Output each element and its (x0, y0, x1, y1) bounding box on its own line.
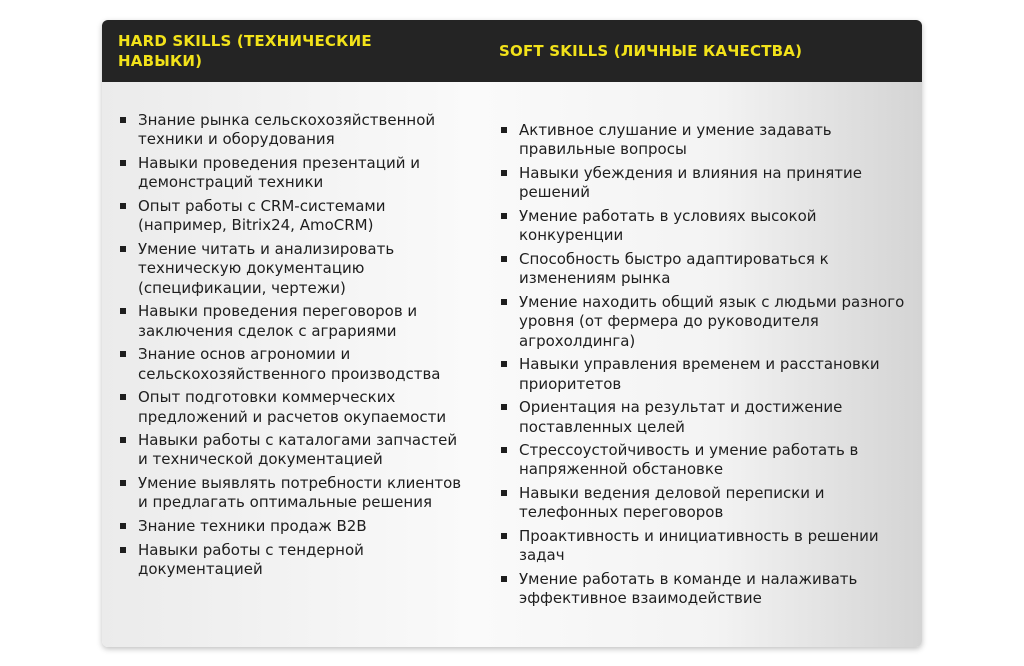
bullet-icon (120, 523, 126, 529)
hard-skill-text: Навыки проведения переговоров и заключения сделок с аграриями (138, 302, 418, 340)
bullet-icon (501, 576, 507, 582)
hard-skill-text: Знание основ агрономии и сельскохозяйственного производства (138, 345, 441, 383)
bullet-icon (501, 361, 507, 367)
hard-skill-text: Знание техники продаж B2B (138, 517, 367, 536)
soft-skill-text: Умение находить общий язык с людьми разного уровня (от фермера до руководителя агрохолдинга) (519, 292, 905, 350)
bullet-icon (120, 160, 126, 166)
list-item (118, 517, 468, 536)
soft-skill-text: Навыки управления временем и расстановки приоритетов (519, 355, 880, 393)
bullet-icon (501, 256, 507, 262)
list-item (499, 355, 909, 394)
soft-skill-text: Навыки убеждения и влияния на принятие решений (519, 163, 863, 202)
soft-skill-text: Проактивность и инициативность в решении задач (519, 527, 879, 565)
list-item (499, 293, 909, 351)
bullet-icon (501, 299, 507, 305)
bullet-icon (120, 547, 126, 553)
bullet-icon (501, 533, 507, 539)
bullet-icon (120, 480, 126, 486)
bullet-icon (501, 447, 507, 453)
hard-skill-text: Навыки работы с тендерной документацией (138, 540, 364, 579)
bullet-icon (120, 117, 126, 123)
soft-skill-text: Способность быстро адаптироваться к изменениям рынка (519, 249, 829, 288)
bullet-icon (501, 404, 507, 410)
list-item (118, 388, 468, 427)
list-item (499, 121, 909, 160)
bullet-icon (120, 437, 126, 443)
hard-skill-text: Знание рынка сельскохозяйственной техники и оборудования (138, 111, 436, 149)
bullet-icon (120, 351, 126, 357)
list-item (499, 398, 909, 437)
bullet-icon (501, 170, 507, 176)
soft-skill-text: Ориентация на результат и достижение поставленных целей (519, 398, 843, 436)
soft-skills-list (499, 121, 909, 613)
bullet-icon (501, 213, 507, 219)
bullet-icon (120, 246, 126, 252)
hard-skill-text: Умение выявлять потребности клиентов и предлагать оптимальные решения (138, 474, 462, 512)
list-item (499, 164, 909, 203)
list-item (118, 541, 468, 580)
bullet-icon (120, 394, 126, 400)
bullet-icon (120, 308, 126, 314)
list-item (499, 250, 909, 289)
soft-skill-text: Активное слушание и умение задавать правильные вопросы (519, 121, 832, 159)
soft-skills-title: SOFT SKILLS (ЛИЧНЫЕ КАЧЕСТВА) (499, 42, 803, 60)
soft-skill-text: Стрессоустойчивость и умение работать в напряженной обстановке (519, 441, 859, 479)
list-item (118, 197, 468, 236)
bullet-icon (120, 203, 126, 209)
list-item (499, 570, 909, 609)
list-item (499, 527, 909, 566)
list-item (118, 240, 468, 298)
skills-table-header (102, 20, 922, 82)
hard-skills-title: HARD SKILLS (ТЕХНИЧЕСКИЕ НАВЫКИ) (118, 32, 372, 70)
hard-skills-list (118, 111, 468, 584)
hard-skill-text: Опыт работы с CRM-системами (например, Bitrix24, AmoCRM) (138, 196, 386, 235)
list-item (499, 207, 909, 246)
hard-skill-text: Навыки проведения презентаций и демонстраций техники (138, 153, 420, 192)
soft-skill-text: Умение работать в команде и налаживать эффективное взаимодействие (519, 570, 858, 608)
bullet-icon (501, 490, 507, 496)
list-item (118, 302, 468, 341)
bullet-icon (501, 127, 507, 133)
hard-skill-text: Навыки работы с каталогами запчастей и технической документацией (138, 431, 458, 469)
list-item (499, 441, 909, 480)
list-item (118, 431, 468, 470)
list-item (118, 111, 468, 150)
hard-skill-text: Умение читать и анализировать техническую документацию (спецификации, чертежи) (138, 239, 395, 297)
soft-skill-text: Умение работать в условиях высокой конкуренции (519, 206, 817, 245)
skills-card (102, 20, 922, 647)
list-item (118, 345, 468, 384)
soft-skill-text: Навыки ведения деловой переписки и телефонных переговоров (519, 484, 825, 522)
list-item (118, 474, 468, 513)
hard-skill-text: Опыт подготовки коммерческих предложений и расчетов окупаемости (138, 388, 447, 426)
list-item (499, 484, 909, 523)
list-item (118, 154, 468, 193)
